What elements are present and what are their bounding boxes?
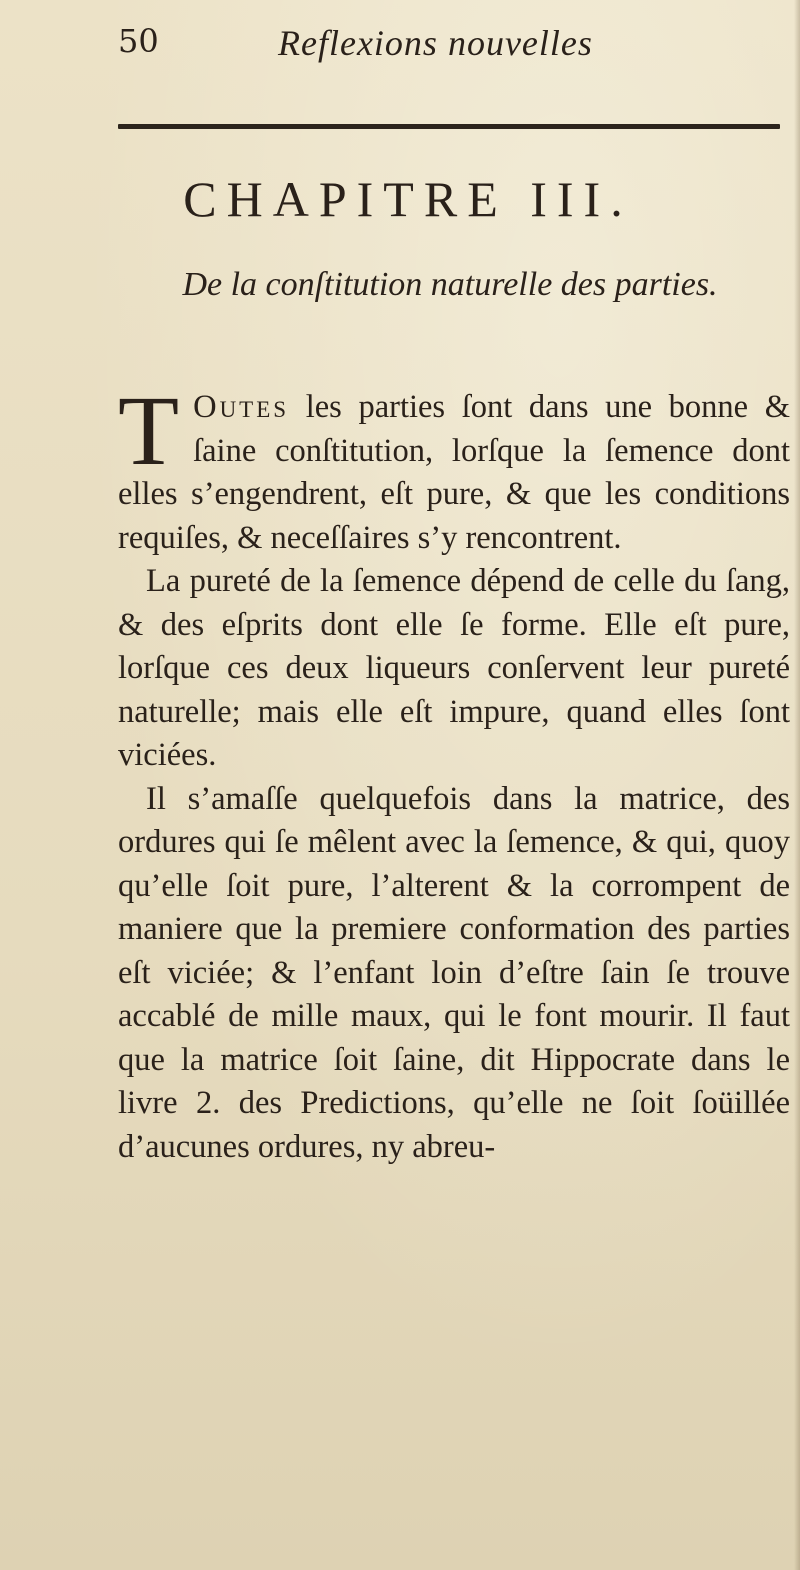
paragraph-3: Il s’amaſſe quelquefois dans la matrice, des ordures qui ſe mêlent avec la ſemence, & qui, quoy qu’elle ſoit pure, l’alterent & la corrompent de maniere que la premiere conformation des parties eſt viciée; & l’enfant loin d’eſtre ſain ſe trouve accablé de mille maux, qui le font mourir. Il faut que la matrice ſoit ſaine, dit Hippocrate dans le livre 2. des Predictions, qu’elle ne ſoit ſoüillée d’aucunes ordures, ny abreu- [118, 780, 790, 1165]
paragraph-1-text: les parties ſont dans une bonne & ſaine conſtitution, lorſque la ſemence dont elles s’engendrent, eſt pure, & que les conditions requiſes, & neceſſaires s’y rencontrent. [118, 389, 790, 556]
page-edge-shadow [794, 0, 800, 1570]
lead-smallcaps: Outes [193, 389, 290, 425]
paragraph-2: La pureté de la ſemence dépend de celle du ſang, & des eſprits dont elle ſe forme. Elle eſt pure, lorſque ces deux liqueurs conſervent leur pureté naturelle; mais elle eſt impure, quand elles ſont viciées. [118, 563, 790, 773]
running-head [118, 22, 718, 72]
chapter-subtitle: De la conſtitution naturelle des parties. [182, 266, 718, 303]
running-title: Reflexions nouvelles [278, 23, 593, 63]
header-rule [118, 124, 780, 129]
chapter-title: CHAPITRE III. [183, 171, 633, 227]
drop-cap: T [118, 375, 180, 486]
paragraph-1 [118, 375, 790, 560]
page-number: 50 [118, 22, 159, 60]
body-text [118, 375, 790, 1169]
